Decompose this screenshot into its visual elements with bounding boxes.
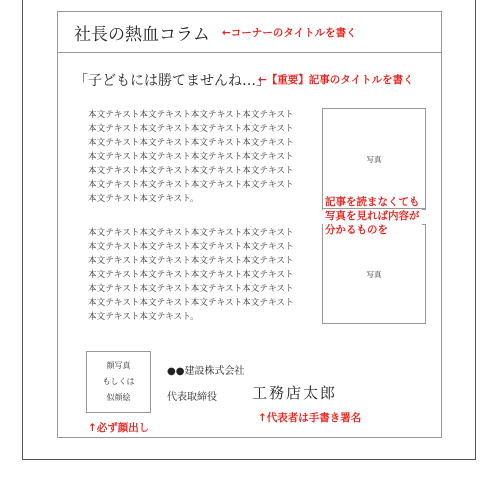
header-divider	[57, 52, 442, 53]
body-line: 本文テキスト本文テキスト本文テキスト本文テキスト	[88, 298, 294, 308]
face-line: 顔写真	[106, 361, 131, 370]
article-title: 「子どもには勝てませんね…」	[74, 73, 270, 89]
photo-label: 写真	[366, 269, 382, 279]
body-line: 本文テキスト本文テキスト本文テキスト本文テキスト	[88, 180, 294, 190]
article-title-note: ←【重要】記事のタイトルを書く	[258, 74, 414, 86]
photo-note	[323, 195, 422, 237]
body-paragraph-1	[88, 108, 310, 206]
photo-note-line: 写真を見れば内容が	[325, 210, 420, 222]
photo-placeholder-2	[322, 224, 426, 324]
outer-frame-right-border	[475, 0, 476, 460]
body-line: 本文テキスト本文テキスト本文テキスト本文テキスト	[88, 166, 294, 176]
photo-note-line: 分かるものを	[325, 224, 388, 236]
photo-note-divider	[322, 208, 426, 209]
body-line: 本文テキスト本文テキスト。	[88, 312, 199, 322]
body-line: 本文テキスト本文テキスト本文テキスト本文テキスト	[88, 270, 294, 280]
body-line: 本文テキスト本文テキスト本文テキスト本文テキスト	[88, 138, 294, 148]
body-line: 本文テキスト本文テキスト本文テキスト本文テキスト	[88, 242, 294, 252]
outer-frame-bottom-border	[22, 459, 476, 460]
face-line: 似顔絵	[106, 393, 131, 402]
body-line: 本文テキスト本文テキスト本文テキスト本文テキスト	[88, 152, 294, 162]
body-line: 本文テキスト本文テキスト本文テキスト本文テキスト	[88, 228, 294, 238]
face-note: ↑必ず顔出し	[88, 422, 150, 434]
author-role: 代表取締役	[167, 392, 217, 403]
body-line: 本文テキスト本文テキスト。	[88, 194, 199, 204]
photo-note-line: 記事を読まなくても	[325, 196, 420, 208]
author-signature: 工務店太郎	[252, 384, 338, 402]
outer-frame-left-border	[22, 0, 23, 460]
body-line: 本文テキスト本文テキスト本文テキスト本文テキスト	[88, 284, 294, 294]
corner-title: 社長の熱血コラム	[74, 25, 210, 45]
signature-note: ↑代表者は手書き署名	[258, 412, 362, 424]
corner-title-note: ←コーナーのタイトルを書く	[222, 27, 357, 39]
body-line: 本文テキスト本文テキスト本文テキスト本文テキスト	[88, 124, 294, 134]
company-name: ●●建設株式会社	[167, 366, 245, 377]
face-photo-placeholder	[86, 351, 151, 413]
body-line: 本文テキスト本文テキスト本文テキスト本文テキスト	[88, 110, 294, 120]
body-paragraph-2	[88, 226, 310, 324]
photo-label: 写真	[366, 154, 382, 164]
face-line: もしくは	[102, 377, 135, 386]
body-line: 本文テキスト本文テキスト本文テキスト本文テキスト	[88, 256, 294, 266]
